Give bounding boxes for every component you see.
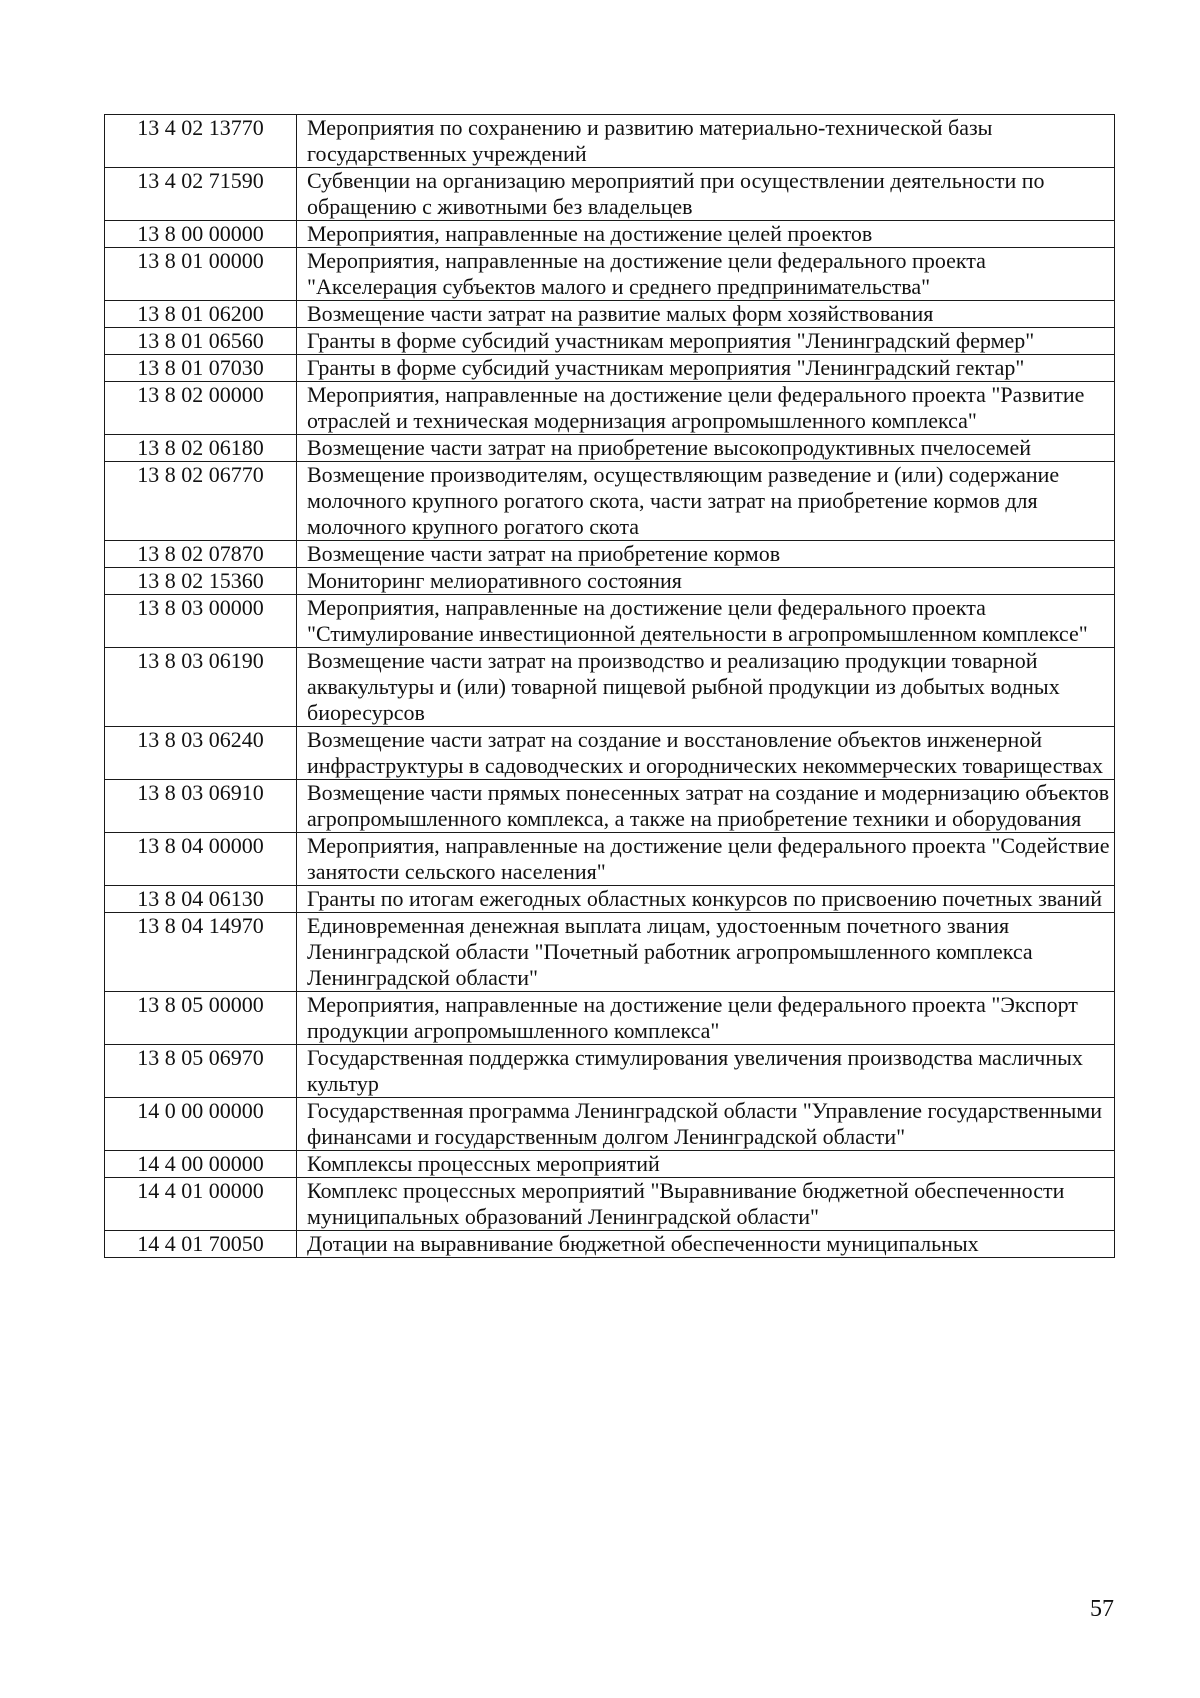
row-code: 14 4 00 00000	[105, 1151, 297, 1178]
row-code: 13 8 02 15360	[105, 568, 297, 595]
table-row	[105, 168, 1115, 221]
table-row	[105, 1178, 1115, 1231]
table-row	[105, 328, 1115, 355]
row-description: Гранты в форме субсидий участникам мероприятия "Ленинградский гектар"	[297, 355, 1115, 382]
table-row	[105, 248, 1115, 301]
row-code: 13 8 02 06770	[105, 462, 297, 541]
row-code: 13 8 01 00000	[105, 248, 297, 301]
row-description: Мероприятия, направленные на достижение цели федерального проекта "Стимулирование инвестиционной деятельности в агропромышленном комплексе"	[297, 595, 1115, 648]
row-description: Возмещение части затрат на приобретение кормов	[297, 541, 1115, 568]
row-code: 13 8 02 06180	[105, 435, 297, 462]
row-code: 13 8 03 06240	[105, 727, 297, 780]
classification-table	[104, 114, 1115, 1258]
row-description: Субвенции на организацию мероприятий при осуществлении деятельности по обращению с животными без владельцев	[297, 168, 1115, 221]
row-description: Комплекс процессных мероприятий "Выравнивание бюджетной обеспеченности муниципальных образований Ленинградской области"	[297, 1178, 1115, 1231]
row-code: 13 8 05 06970	[105, 1045, 297, 1098]
table-row	[105, 648, 1115, 727]
table-row	[105, 221, 1115, 248]
row-description: Мероприятия, направленные на достижение цели федерального проекта "Содействие занятости сельского населения"	[297, 833, 1115, 886]
table-row	[105, 833, 1115, 886]
table-row	[105, 913, 1115, 992]
row-description: Мероприятия по сохранению и развитию материально-технической базы государственных учреждений	[297, 115, 1115, 168]
row-code: 14 0 00 00000	[105, 1098, 297, 1151]
row-description: Гранты по итогам ежегодных областных конкурсов по присвоению почетных званий	[297, 886, 1115, 913]
row-code: 13 8 02 07870	[105, 541, 297, 568]
row-code: 13 8 04 00000	[105, 833, 297, 886]
row-description: Возмещение производителям, осуществляющим разведение и (или) содержание молочного крупного рогатого скота, части затрат на приобретение кормов для молочного крупного рогатого скота	[297, 462, 1115, 541]
row-code: 13 8 01 06200	[105, 301, 297, 328]
row-code: 13 8 03 06910	[105, 780, 297, 833]
classification-table-body	[105, 115, 1115, 1258]
table-row	[105, 1098, 1115, 1151]
row-description: Гранты в форме субсидий участникам мероприятия "Ленинградский фермер"	[297, 328, 1115, 355]
row-description: Возмещение части затрат на развитие малых форм хозяйствования	[297, 301, 1115, 328]
row-description: Дотации на выравнивание бюджетной обеспеченности муниципальных	[297, 1231, 1115, 1258]
row-description: Мероприятия, направленные на достижение цели федерального проекта "Акселерация субъектов малого и среднего предпринимательства"	[297, 248, 1115, 301]
table-row	[105, 435, 1115, 462]
table-row	[105, 595, 1115, 648]
table-row	[105, 886, 1115, 913]
table-row	[105, 992, 1115, 1045]
row-description: Государственная программа Ленинградской области "Управление государственными финансами и государственным долгом Ленинградской области"	[297, 1098, 1115, 1151]
row-description: Единовременная денежная выплата лицам, удостоенным почетного звания Ленинградской области "Почетный работник агропромышленного комплекса Ленинградской области"	[297, 913, 1115, 992]
row-code: 14 4 01 00000	[105, 1178, 297, 1231]
table-row	[105, 115, 1115, 168]
row-description: Возмещение части прямых понесенных затрат на создание и модернизацию объектов агропромышленного комплекса, а также на приобретение техники и оборудования	[297, 780, 1115, 833]
row-description: Мероприятия, направленные на достижение целей проектов	[297, 221, 1115, 248]
table-row	[105, 780, 1115, 833]
row-code: 13 8 00 00000	[105, 221, 297, 248]
table-row	[105, 301, 1115, 328]
row-code: 13 8 05 00000	[105, 992, 297, 1045]
table-row	[105, 727, 1115, 780]
row-code: 13 8 04 06130	[105, 886, 297, 913]
table-row	[105, 1231, 1115, 1258]
table-row	[105, 462, 1115, 541]
row-code: 13 8 03 06190	[105, 648, 297, 727]
row-code: 13 8 04 14970	[105, 913, 297, 992]
table-row	[105, 355, 1115, 382]
row-code: 13 8 01 06560	[105, 328, 297, 355]
table-row	[105, 1151, 1115, 1178]
row-description: Возмещение части затрат на производство и реализацию продукции товарной аквакультуры и (или) товарной пищевой рыбной продукции из добытых водных биоресурсов	[297, 648, 1115, 727]
row-description: Мероприятия, направленные на достижение цели федерального проекта "Развитие отраслей и техническая модернизация агропромышленного комплекса"	[297, 382, 1115, 435]
row-code: 14 4 01 70050	[105, 1231, 297, 1258]
row-code: 13 8 02 00000	[105, 382, 297, 435]
row-description: Комплексы процессных мероприятий	[297, 1151, 1115, 1178]
row-code: 13 4 02 71590	[105, 168, 297, 221]
table-row	[105, 541, 1115, 568]
row-code: 13 8 03 00000	[105, 595, 297, 648]
row-description: Возмещение части затрат на создание и восстановление объектов инженерной инфраструктуры в садоводческих и огороднических некоммерческих товариществах	[297, 727, 1115, 780]
table-row	[105, 1045, 1115, 1098]
row-code: 13 8 01 07030	[105, 355, 297, 382]
row-description: Мониторинг мелиоративного состояния	[297, 568, 1115, 595]
table-row	[105, 382, 1115, 435]
row-description: Мероприятия, направленные на достижение цели федерального проекта "Экспорт продукции агропромышленного комплекса"	[297, 992, 1115, 1045]
row-description: Возмещение части затрат на приобретение высокопродуктивных пчелосемей	[297, 435, 1115, 462]
row-code: 13 4 02 13770	[105, 115, 297, 168]
table-row	[105, 568, 1115, 595]
page-number: 57	[1090, 1596, 1114, 1622]
row-description: Государственная поддержка стимулирования увеличения производства масличных культур	[297, 1045, 1115, 1098]
